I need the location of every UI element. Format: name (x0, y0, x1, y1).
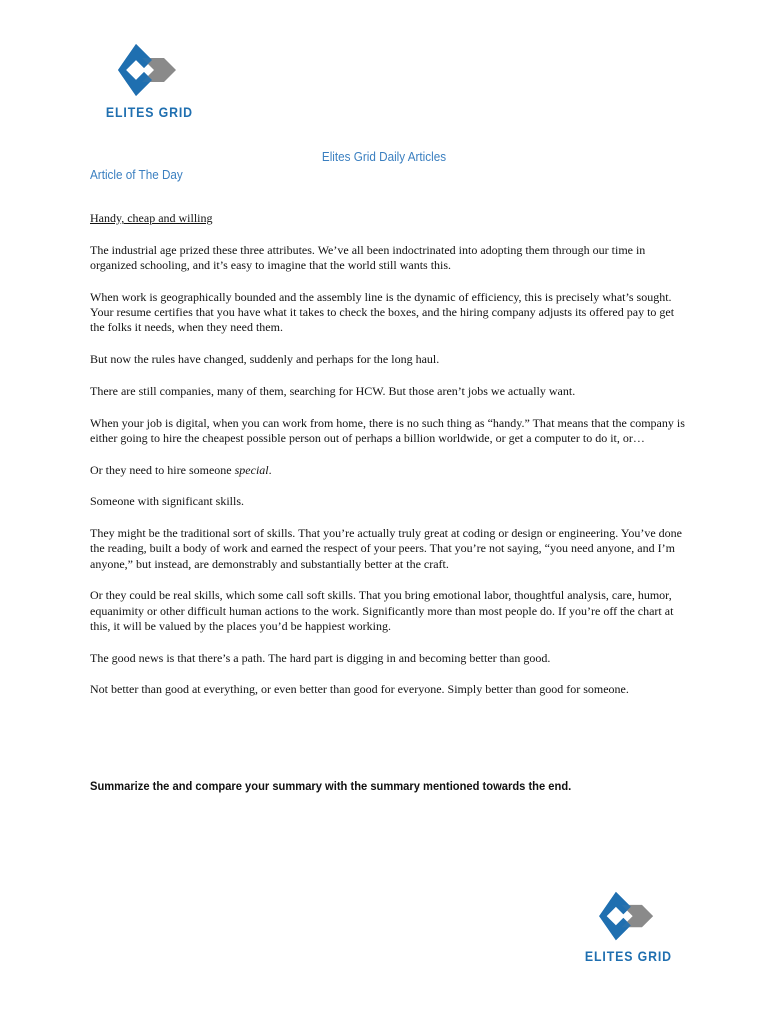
article-paragraph-6-end: . (268, 462, 272, 477)
article-title (90, 211, 690, 226)
article-paragraph-4: There are still companies, many of them, searching for HCW. But those aren’t jobs we actually want. (90, 383, 576, 398)
brand-name: ELITES GRID (105, 104, 193, 120)
elites-grid-logo-icon (118, 42, 180, 100)
article-paragraph-2: When work is geographically bounded and the assembly line is the dynamic of efficiency, this is precisely what’s sought. Your resume certifies that you have what it takes to check the boxes, and the hiring company adjusts its offered pay to get the folks it needs, when they need them. (90, 289, 675, 335)
article-paragraph-10: The good news is that there’s a path. The hard part is digging in and becoming better than good. (90, 650, 551, 665)
article-paragraph-11: Not better than good at everything, or even better than good for everyone. Simply better than good for someone. (90, 682, 629, 697)
article-paragraph-7: Someone with significant skills. (90, 494, 244, 509)
page-title-text: Elites Grid Daily Articles (321, 149, 447, 164)
article-paragraph-8: They might be the traditional sort of skills. That you’re actually truly great at coding or design or engineering. You’ve done the reading, built a body of work and earned the respect of your peers. That you’re not saying, “you need anyone, and I’m anyone,” but instead, are demonstrably and substantially better at the craft. (90, 526, 682, 571)
article-paragraph-5: When your job is digital, when you can work from home, there is no such thing as “handy.” That means that the company is either going to hire the cheapest possible person out of perhaps a billion worldwide, or get a computer to do it, or… (90, 415, 685, 445)
section-heading-text: Article of The Day (90, 167, 183, 182)
brand-name: ELITES GRID (584, 948, 672, 964)
article-paragraph-6 (90, 463, 690, 478)
brand-logo-top (100, 42, 198, 120)
task-prompt (90, 779, 607, 793)
task-prompt-text: Summarize the and compare your summary with the summary mentioned towards the end. (90, 779, 572, 793)
article-paragraph-9: Or they could be real skills, which some call soft skills. That you bring emotional labor, thoughtful analysis, care, humor, equanimity or other difficult human actions to the work. Significantly more than most people do. If you’re off the chart at this, it will be valued by the places you’d be happiest working. (90, 588, 674, 633)
article-paragraph-6-start: Or they need to hire someone (90, 462, 235, 477)
elites-grid-logo-icon (599, 890, 657, 944)
article-paragraph-3: But now the rules have changed, suddenly and perhaps for the long haul. (90, 352, 440, 366)
article-body (90, 211, 690, 714)
page-title (0, 149, 768, 164)
article-paragraph-6-emphasis: special (234, 462, 269, 477)
article-paragraph-1: The industrial age prized these three attributes. We’ve all been indoctrinated into adopting them through our time in organized schooling, and it’s easy to imagine that the world still wants this. (90, 242, 646, 272)
brand-logo-bottom (582, 890, 674, 964)
article-title-text: Handy, cheap and willing (90, 211, 213, 225)
section-heading (90, 167, 193, 182)
